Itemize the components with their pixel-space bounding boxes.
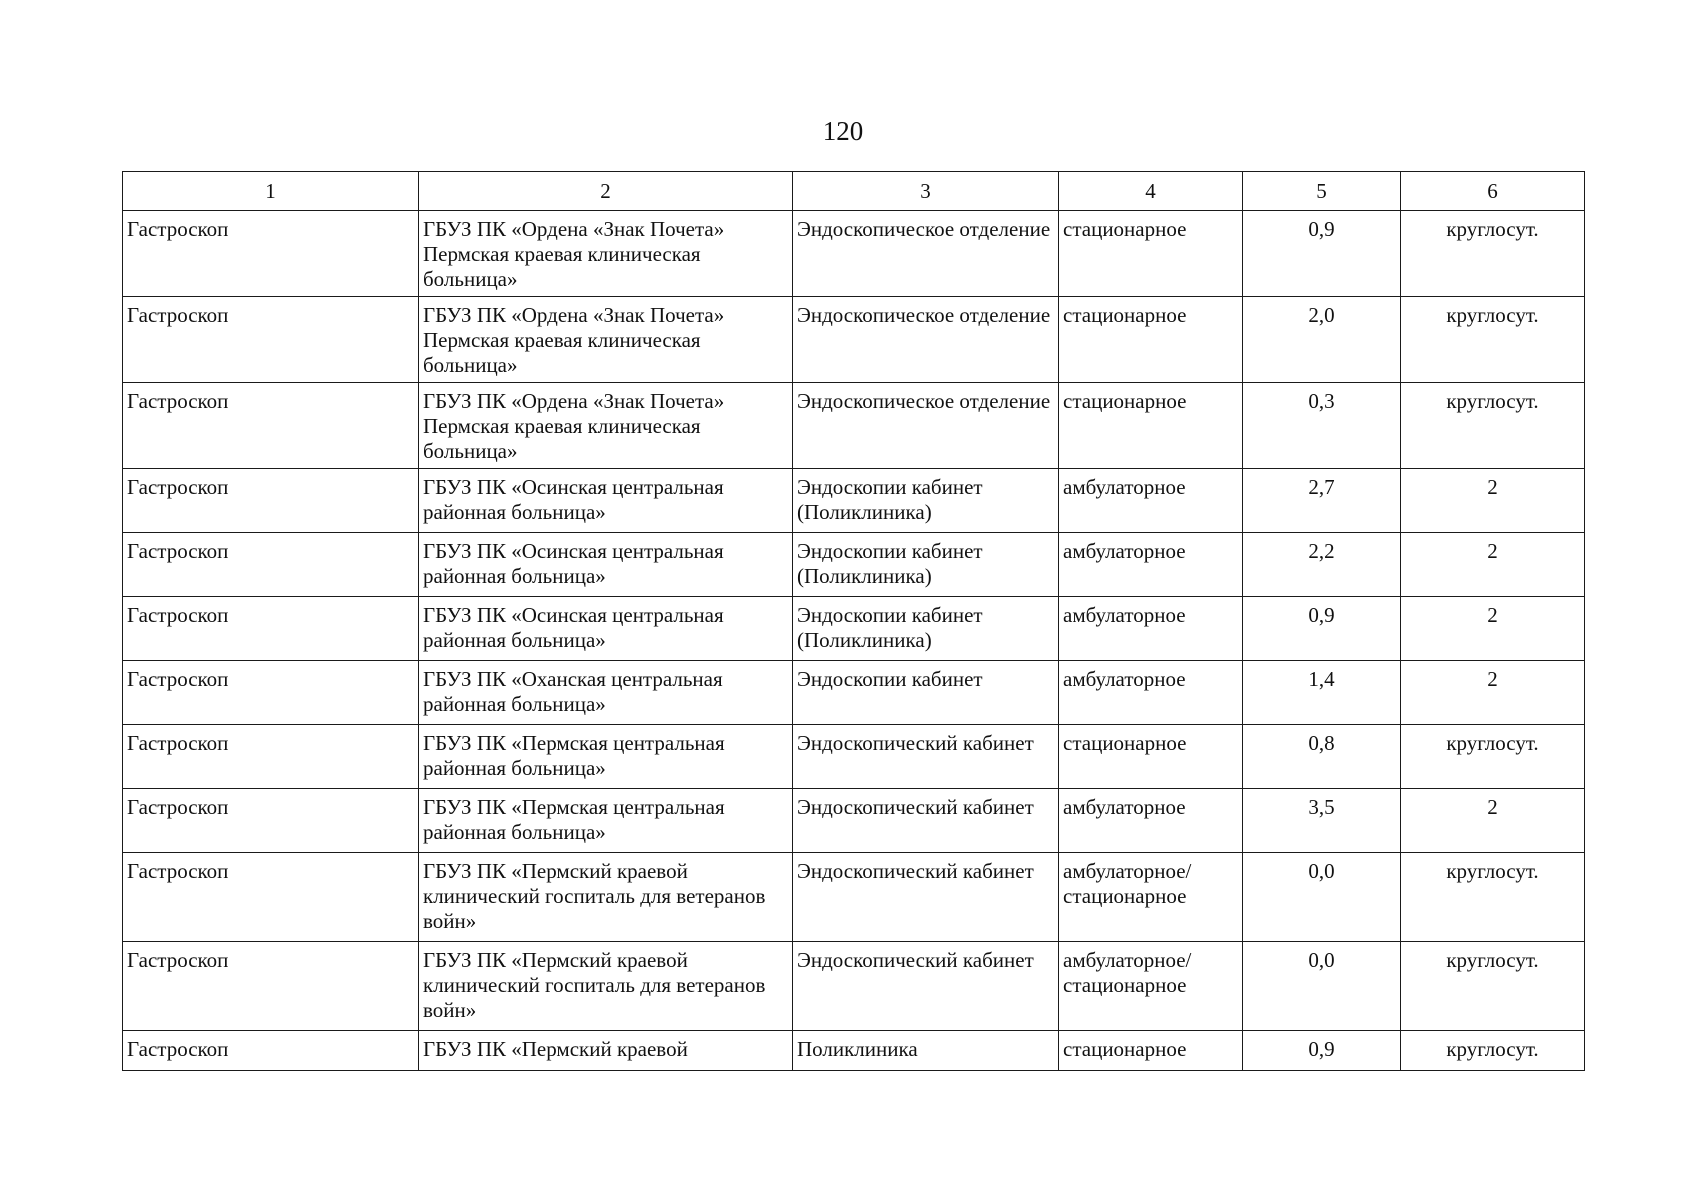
table-header-row: [123, 172, 1585, 211]
table-row: [123, 1031, 1585, 1071]
care-type-cell: амбулаторное: [1059, 597, 1243, 661]
department-cell: Эндоскопии кабинет: [793, 661, 1059, 725]
care-type-cell: стационарное: [1059, 725, 1243, 789]
equipment-cell: Гастроскоп: [123, 661, 419, 725]
load-cell: 0,0: [1243, 853, 1401, 942]
institution-cell: ГБУЗ ПК «Пермский краевой: [419, 1031, 793, 1071]
department-cell: Эндоскопический кабинет: [793, 942, 1059, 1031]
table-row: [123, 533, 1585, 597]
mode-cell: круглосут.: [1401, 853, 1585, 942]
care-type-cell: амбулаторное: [1059, 661, 1243, 725]
equipment-cell: Гастроскоп: [123, 942, 419, 1031]
institution-cell: ГБУЗ ПК «Пермский краевой клинический госпиталь для ветеранов войн»: [419, 942, 793, 1031]
table-row: [123, 661, 1585, 725]
equipment-cell: Гастроскоп: [123, 211, 419, 297]
department-cell: Эндоскопическое отделение: [793, 297, 1059, 383]
load-cell: 0,3: [1243, 383, 1401, 469]
department-cell: Эндоскопическое отделение: [793, 383, 1059, 469]
equipment-cell: Гастроскоп: [123, 383, 419, 469]
department-cell: Эндоскопии кабинет (Поликлиника): [793, 469, 1059, 533]
mode-cell: круглосут.: [1401, 942, 1585, 1031]
mode-cell: 2: [1401, 597, 1585, 661]
equipment-cell: Гастроскоп: [123, 853, 419, 942]
equipment-cell: Гастроскоп: [123, 533, 419, 597]
department-cell: Эндоскопии кабинет (Поликлиника): [793, 533, 1059, 597]
load-cell: 0,9: [1243, 211, 1401, 297]
equipment-cell: Гастроскоп: [123, 1031, 419, 1071]
department-cell: Эндоскопическое отделение: [793, 211, 1059, 297]
table-row: [123, 383, 1585, 469]
table-row: [123, 211, 1585, 297]
institution-cell: ГБУЗ ПК «Пермский краевой клинический госпиталь для ветеранов войн»: [419, 853, 793, 942]
equipment-cell: Гастроскоп: [123, 297, 419, 383]
equipment-cell: Гастроскоп: [123, 469, 419, 533]
mode-cell: 2: [1401, 533, 1585, 597]
institution-cell: ГБУЗ ПК «Ордена «Знак Почета» Пермская краевая клиническая больница»: [419, 383, 793, 469]
care-type-cell: стационарное: [1059, 1031, 1243, 1071]
mode-cell: круглосут.: [1401, 297, 1585, 383]
load-cell: 2,2: [1243, 533, 1401, 597]
institution-cell: ГБУЗ ПК «Оханская центральная районная больница»: [419, 661, 793, 725]
table-row: [123, 853, 1585, 942]
table-row: [123, 297, 1585, 383]
load-cell: 0,9: [1243, 1031, 1401, 1071]
department-cell: Поликлиника: [793, 1031, 1059, 1071]
table-row: [123, 789, 1585, 853]
department-cell: Эндоскопический кабинет: [793, 725, 1059, 789]
column-header-4: 4: [1059, 172, 1243, 211]
load-cell: 2,0: [1243, 297, 1401, 383]
institution-cell: ГБУЗ ПК «Осинская центральная районная больница»: [419, 597, 793, 661]
load-cell: 0,0: [1243, 942, 1401, 1031]
institution-cell: ГБУЗ ПК «Ордена «Знак Почета» Пермская краевая клиническая больница»: [419, 211, 793, 297]
equipment-cell: Гастроскоп: [123, 597, 419, 661]
column-header-5: 5: [1243, 172, 1401, 211]
department-cell: Эндоскопии кабинет (Поликлиника): [793, 597, 1059, 661]
column-header-2: 2: [419, 172, 793, 211]
department-cell: Эндоскопический кабинет: [793, 853, 1059, 942]
table-row: [123, 469, 1585, 533]
column-header-1: 1: [123, 172, 419, 211]
equipment-cell: Гастроскоп: [123, 789, 419, 853]
load-cell: 1,4: [1243, 661, 1401, 725]
load-cell: 3,5: [1243, 789, 1401, 853]
mode-cell: круглосут.: [1401, 725, 1585, 789]
mode-cell: 2: [1401, 789, 1585, 853]
table-row: [123, 725, 1585, 789]
load-cell: 2,7: [1243, 469, 1401, 533]
mode-cell: 2: [1401, 469, 1585, 533]
care-type-cell: стационарное: [1059, 297, 1243, 383]
mode-cell: 2: [1401, 661, 1585, 725]
column-header-6: 6: [1401, 172, 1585, 211]
care-type-cell: стационарное: [1059, 211, 1243, 297]
table-row: [123, 942, 1585, 1031]
equipment-table: [122, 171, 1585, 1071]
mode-cell: круглосут.: [1401, 211, 1585, 297]
care-type-cell: амбулаторное/ стационарное: [1059, 853, 1243, 942]
care-type-cell: стационарное: [1059, 383, 1243, 469]
mode-cell: круглосут.: [1401, 383, 1585, 469]
institution-cell: ГБУЗ ПК «Ордена «Знак Почета» Пермская краевая клиническая больница»: [419, 297, 793, 383]
load-cell: 0,9: [1243, 597, 1401, 661]
institution-cell: ГБУЗ ПК «Осинская центральная районная больница»: [419, 469, 793, 533]
care-type-cell: амбулаторное/ стационарное: [1059, 942, 1243, 1031]
institution-cell: ГБУЗ ПК «Осинская центральная районная больница»: [419, 533, 793, 597]
care-type-cell: амбулаторное: [1059, 533, 1243, 597]
care-type-cell: амбулаторное: [1059, 469, 1243, 533]
table-row: [123, 597, 1585, 661]
load-cell: 0,8: [1243, 725, 1401, 789]
mode-cell: круглосут.: [1401, 1031, 1585, 1071]
care-type-cell: амбулаторное: [1059, 789, 1243, 853]
equipment-cell: Гастроскоп: [123, 725, 419, 789]
department-cell: Эндоскопический кабинет: [793, 789, 1059, 853]
institution-cell: ГБУЗ ПК «Пермская центральная районная больница»: [419, 725, 793, 789]
page-number: 120: [822, 116, 864, 146]
column-header-3: 3: [793, 172, 1059, 211]
institution-cell: ГБУЗ ПК «Пермская центральная районная больница»: [419, 789, 793, 853]
